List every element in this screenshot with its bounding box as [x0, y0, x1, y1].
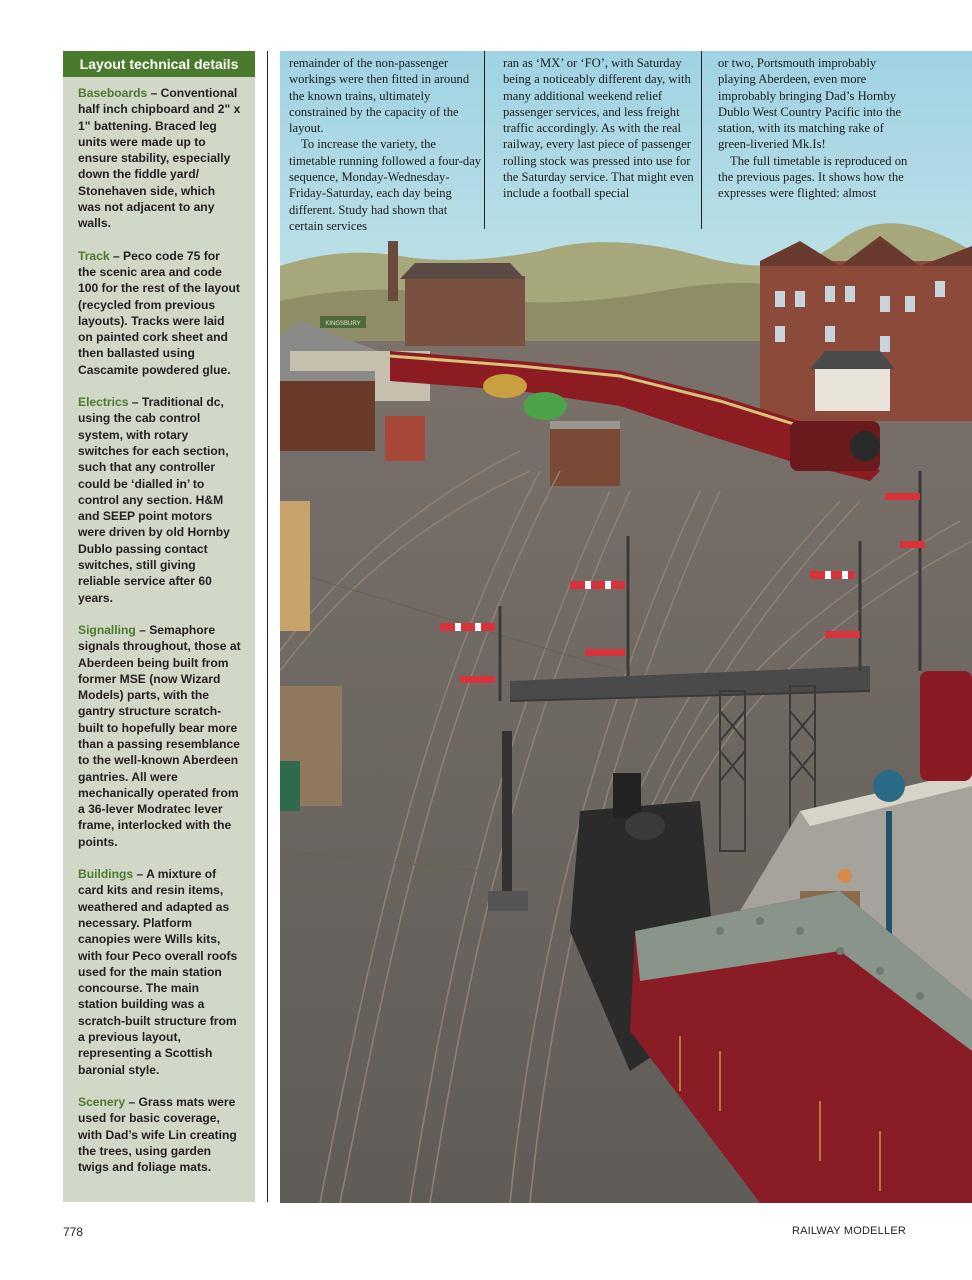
detail-text: – Traditional dc, using the cab control system, with rotary switches for each section, such that any controller could be ‘dialled in’ to control any section. H&M and SEEP point motors were driven by old Hornby Dublo passing contact switches, still giving reliable service after 60 years.	[78, 395, 230, 605]
column-paragraph: or two, Portsmouth improbably playing Aberdeen, even more improbably bringing Dad’s Hornby Dublo West Country Pacific into the station, with its matching rake of green-liveried Mk.Is!	[718, 56, 902, 152]
detail-text: – A mixture of card kits and resin items, weathered and adapted as necessary. Platform canopies were Wills kits, with four Peco overall roofs used for the main station concourse. The main station building was a scratch-built structure from a previous layout, representing a Scottish baronial style.	[78, 867, 238, 1077]
article-column-3	[718, 55, 912, 202]
layout-photograph	[280, 51, 972, 1203]
column-paragraph: To increase the variety, the timetable running followed a four-day sequence, Monday-Wednesday-Friday-Saturday, each day being different. Study had shown that certain services	[289, 137, 482, 233]
detail-label: Signalling	[78, 622, 136, 637]
detail-text: – Conventional half inch chipboard and 2" x 1" battening. Braced leg units were made up to ensure stability, especially down the fiddle yard/ Stonehaven side, which was not adjacent to any walls.	[78, 86, 241, 231]
detail-label: Buildings	[78, 867, 134, 882]
detail-scenery	[78, 1094, 241, 1175]
column-paragraph: ran as ‘MX’ or ‘FO’, with Saturday being a noticeably different day, with many additional weekend relief passenger services, and less freight traffic accordingly. As with the real railway, every last piece of passenger rolling stock was pressed into use for the Saturday service. That might even include a football special	[503, 56, 694, 201]
detail-text: – Grass mats were used for basic coverage, with Dad’s wife Lin creating the trees, using garden twigs and foliage mats.	[78, 1094, 237, 1175]
sidebar-body	[63, 77, 255, 1175]
technical-details-sidebar	[63, 51, 255, 1202]
detail-electrics	[78, 394, 241, 606]
column-divider	[484, 51, 485, 229]
detail-label: Baseboards	[78, 86, 148, 100]
detail-track	[78, 248, 241, 378]
detail-label: Scenery	[78, 1094, 126, 1109]
detail-label: Track	[78, 248, 110, 263]
column-paragraph: The full timetable is reproduced on the previous pages. It shows how the expresses were flighted: almost	[718, 153, 908, 201]
magazine-name: RAILWAY MODELLER	[791, 1225, 906, 1237]
detail-label: Electrics	[78, 395, 129, 410]
article-column-1	[289, 55, 483, 234]
sidebar-title: Layout technical details	[63, 51, 255, 77]
column-divider	[701, 51, 702, 229]
sidebar-divider	[267, 51, 268, 1202]
detail-signalling	[78, 622, 241, 850]
detail-buildings	[78, 866, 241, 1078]
detail-text: – Peco code 75 for the scenic area and code 100 for the rest of the layout (recycled from previous layouts). Tracks were laid on painted cork sheet and then ballasted using Cascamite powdered glue.	[78, 248, 240, 377]
station-sign: KINGSBURY	[325, 321, 361, 327]
detail-text: – Semaphore signals throughout, those at Aberdeen being built from former MSE (now Wizard Models) parts, with the gantry structure scratch-built to hopefully bear more than a passing resemblance to the well-known Aberdeen gantries. All were mechanically operated from a 36-lever Modratec lever frame, interlocked with the points.	[78, 622, 241, 849]
detail-baseboards	[78, 85, 241, 232]
page-number: 778	[63, 1225, 84, 1239]
article-column-2	[503, 55, 697, 202]
column-paragraph: remainder of the non-passenger workings were then fitted in around the known trains, ultimately constrained by the capacity of the layout.	[289, 56, 470, 136]
